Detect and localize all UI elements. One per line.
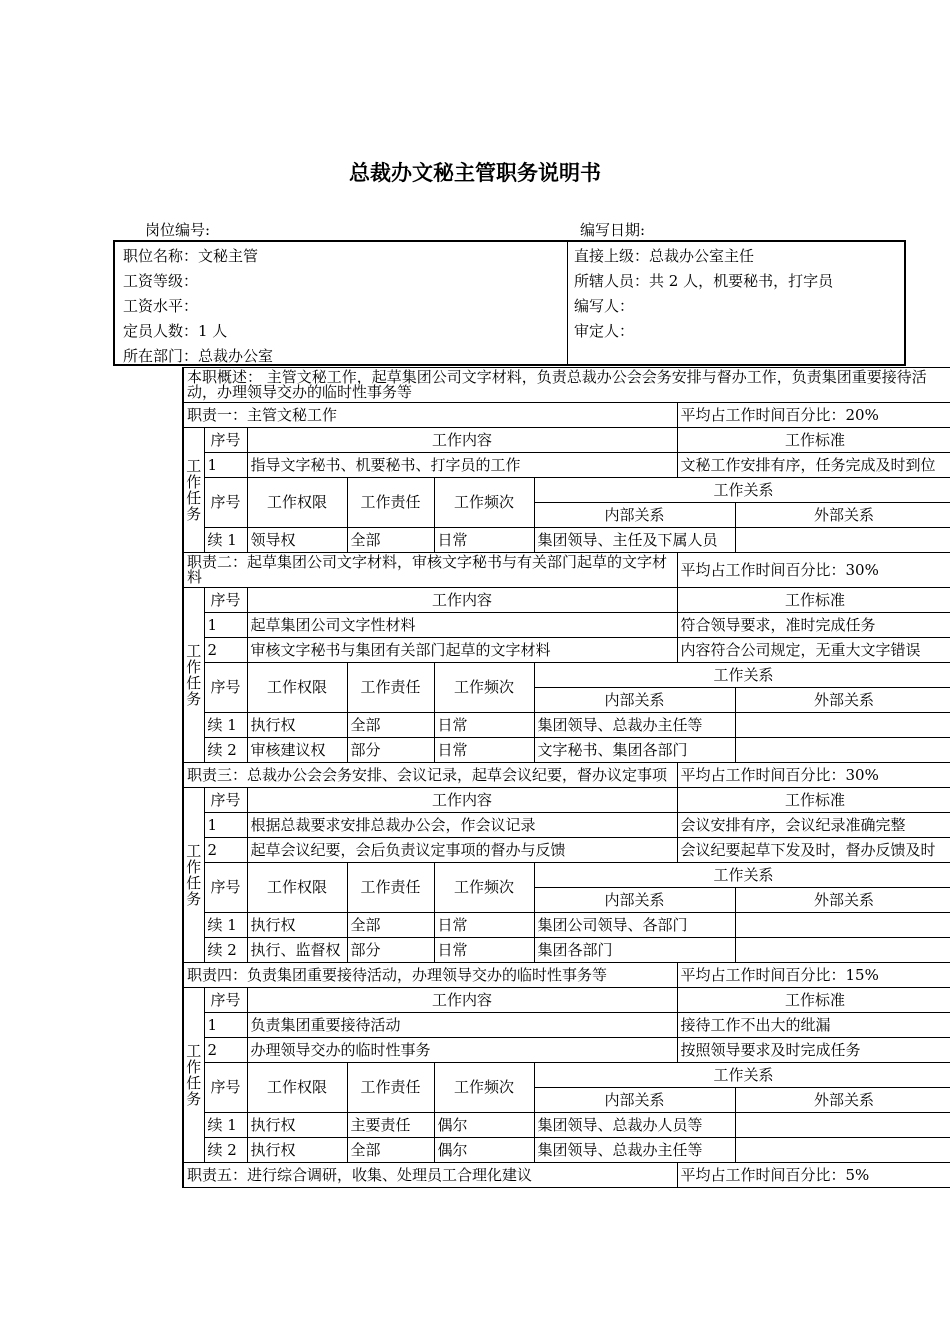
task-standard: 会议纪要起草下发及时，督办反馈及时 — [677, 838, 950, 863]
task-standard: 符合领导要求，准时完成任务 — [677, 613, 950, 638]
task-standard: 会议安排有序，会议纪录准确完整 — [677, 813, 950, 838]
rights-row — [183, 913, 950, 938]
rights-external — [735, 1138, 950, 1163]
rights-responsibility: 部分 — [347, 938, 434, 963]
info-department: 所在部门：总裁办公室 — [123, 347, 274, 365]
rights-frequency: 日常 — [434, 713, 534, 738]
rights-responsibility: 全部 — [347, 528, 434, 553]
seq-header: 序号 — [204, 788, 247, 813]
rights-external — [735, 913, 950, 938]
internal-relations-header: 内部关系 — [534, 503, 735, 528]
rights-seq: 续 2 — [204, 738, 247, 763]
rights-internal: 集团领导、总裁办主任等 — [534, 1138, 735, 1163]
compile-date-label: 编写日期: — [580, 221, 646, 239]
internal-relations-header: 内部关系 — [534, 888, 735, 913]
work-task-label: 工作任务 — [183, 428, 204, 553]
task-seq: 2 — [204, 838, 247, 863]
rights-frequency: 偶尔 — [434, 1113, 534, 1138]
responsibility-header: 工作责任 — [347, 1063, 434, 1113]
task-content: 起草会议纪要，会后负责议定事项的督办与反馈 — [247, 838, 677, 863]
task-seq: 2 — [204, 638, 247, 663]
info-salary-grade: 工资等级： — [123, 272, 199, 290]
duty-percent: 平均占工作时间百分比：15% — [677, 963, 950, 988]
duty-header-row — [183, 553, 950, 588]
info-subordinates: 所辖人员：共 2 人，机要秘书，打字员 — [574, 272, 834, 290]
frequency-header: 工作频次 — [434, 1063, 534, 1113]
authority-header: 工作权限 — [247, 663, 347, 713]
standard-header: 工作标准 — [677, 428, 950, 453]
seq-header: 序号 — [204, 863, 247, 913]
content-header: 工作内容 — [247, 428, 677, 453]
rights-external — [735, 528, 950, 553]
rights-header-row — [183, 863, 950, 888]
external-relations-header: 外部关系 — [735, 888, 950, 913]
task-row — [183, 453, 950, 478]
duty-title: 职责三：总裁办公会会务安排、会议记录，起草会议纪要，督办议定事项 — [183, 763, 677, 788]
post-number-label: 岗位编号: — [145, 221, 211, 239]
info-right-column — [574, 244, 833, 344]
info-compiler: 编写人： — [574, 297, 635, 315]
task-standard: 文秘工作安排有序，任务完成及时到位 — [677, 453, 950, 478]
rights-authority: 执行权 — [247, 713, 347, 738]
task-row — [183, 813, 950, 838]
duty-title: 职责一：主管文秘工作 — [183, 403, 677, 428]
task-row — [183, 1013, 950, 1038]
rights-authority: 执行、监督权 — [247, 938, 347, 963]
task-seq: 1 — [204, 813, 247, 838]
info-approver: 审定人： — [574, 322, 635, 340]
external-relations-header: 外部关系 — [735, 688, 950, 713]
standard-header: 工作标准 — [677, 588, 950, 613]
rights-internal: 集团领导、总裁办主任等 — [534, 713, 735, 738]
info-salary-level: 工资水平： — [123, 297, 199, 315]
info-headcount: 定员人数：1 人 — [123, 322, 228, 340]
rights-responsibility: 主要责任 — [347, 1113, 434, 1138]
rights-seq: 续 2 — [204, 938, 247, 963]
task-standard: 接待工作不出大的纰漏 — [677, 1013, 950, 1038]
rights-internal: 集团公司领导、各部门 — [534, 913, 735, 938]
seq-header: 序号 — [204, 588, 247, 613]
duty-percent: 平均占工作时间百分比：20% — [677, 403, 950, 428]
seq-header: 序号 — [204, 663, 247, 713]
duty-percent: 平均占工作时间百分比：30% — [677, 763, 950, 788]
external-relations-header: 外部关系 — [735, 1088, 950, 1113]
internal-relations-header: 内部关系 — [534, 1088, 735, 1113]
duties-table — [182, 367, 950, 1188]
task-row — [183, 613, 950, 638]
seq-header: 序号 — [204, 478, 247, 528]
task-content: 审核文字秘书与集团有关部门起草的文字材料 — [247, 638, 677, 663]
relations-header: 工作关系 — [534, 863, 950, 888]
external-relations-header: 外部关系 — [735, 503, 950, 528]
duty-percent: 平均占工作时间百分比：5% — [677, 1163, 950, 1188]
task-seq: 1 — [204, 1013, 247, 1038]
rights-frequency: 日常 — [434, 738, 534, 763]
task-header-row — [183, 588, 950, 613]
task-seq: 2 — [204, 1038, 247, 1063]
frequency-header: 工作频次 — [434, 863, 534, 913]
basic-info-box — [113, 240, 906, 366]
task-header-row — [183, 428, 950, 453]
rights-header-row — [183, 663, 950, 688]
responsibility-header: 工作责任 — [347, 663, 434, 713]
relations-header: 工作关系 — [534, 478, 950, 503]
rights-header-row — [183, 478, 950, 503]
task-content: 起草集团公司文字性材料 — [247, 613, 677, 638]
task-standard: 内容符合公司规定，无重大文字错误 — [677, 638, 950, 663]
task-header-row — [183, 988, 950, 1013]
task-standard: 按照领导要求及时完成任务 — [677, 1038, 950, 1063]
work-task-label: 工作任务 — [183, 588, 204, 763]
task-seq: 1 — [204, 613, 247, 638]
content-header: 工作内容 — [247, 988, 677, 1013]
rights-row — [183, 1138, 950, 1163]
rights-responsibility: 全部 — [347, 713, 434, 738]
task-seq: 1 — [204, 453, 247, 478]
rights-header-row — [183, 1063, 950, 1088]
duty-title: 职责四：负责集团重要接待活动，办理领导交办的临时性事务等 — [183, 963, 677, 988]
rights-seq: 续 1 — [204, 913, 247, 938]
rights-frequency: 偶尔 — [434, 1138, 534, 1163]
duty-title: 职责二：起草集团公司文字材料，审核文字秘书与有关部门起草的文字材料 — [183, 553, 677, 588]
seq-header: 序号 — [204, 428, 247, 453]
duty-header-row — [183, 403, 950, 428]
standard-header: 工作标准 — [677, 788, 950, 813]
relations-header: 工作关系 — [534, 663, 950, 688]
content-header: 工作内容 — [247, 788, 677, 813]
rights-row — [183, 738, 950, 763]
info-direct-superior: 直接上级：总裁办公室主任 — [574, 247, 755, 265]
duty-title: 职责五：进行综合调研，收集、处理员工合理化建议 — [183, 1163, 677, 1188]
info-left-column — [123, 244, 273, 369]
rights-row — [183, 938, 950, 963]
rights-external — [735, 713, 950, 738]
task-content: 办理领导交办的临时性事务 — [247, 1038, 677, 1063]
task-content: 负责集团重要接待活动 — [247, 1013, 677, 1038]
rights-responsibility: 全部 — [347, 913, 434, 938]
rights-external — [735, 938, 950, 963]
relations-header: 工作关系 — [534, 1063, 950, 1088]
rights-authority: 执行权 — [247, 1138, 347, 1163]
info-position-name: 职位名称：文秘主管 — [123, 247, 259, 265]
rights-seq: 续 1 — [204, 528, 247, 553]
rights-internal: 集团领导、主任及下属人员 — [534, 528, 735, 553]
rights-frequency: 日常 — [434, 528, 534, 553]
duty-header-row — [183, 1163, 950, 1188]
rights-seq: 续 2 — [204, 1138, 247, 1163]
rights-frequency: 日常 — [434, 913, 534, 938]
duty-percent: 平均占工作时间百分比：30% — [677, 553, 950, 588]
rights-seq: 续 1 — [204, 1113, 247, 1138]
task-row — [183, 1038, 950, 1063]
task-row — [183, 638, 950, 663]
authority-header: 工作权限 — [247, 478, 347, 528]
rights-external — [735, 1113, 950, 1138]
frequency-header: 工作频次 — [434, 478, 534, 528]
rights-internal: 集团各部门 — [534, 938, 735, 963]
work-task-label: 工作任务 — [183, 988, 204, 1163]
rights-row — [183, 528, 950, 553]
rights-row — [183, 1113, 950, 1138]
content-header: 工作内容 — [247, 588, 677, 613]
rights-row — [183, 713, 950, 738]
rights-authority: 执行权 — [247, 913, 347, 938]
rights-authority: 审核建议权 — [247, 738, 347, 763]
job-summary: 本职概述： 主管文秘工作，起草集团公司文字材料，负责总裁办公会会务安排与督办工作，负责集团重要接待活动，办理领导交办的临时性事务等 — [183, 368, 950, 403]
rights-authority: 领导权 — [247, 528, 347, 553]
task-row — [183, 838, 950, 863]
work-task-label: 工作任务 — [183, 788, 204, 963]
rights-external — [735, 738, 950, 763]
authority-header: 工作权限 — [247, 1063, 347, 1113]
document-title: 总裁办文秘主管职务说明书 — [349, 161, 601, 185]
rights-internal: 文字秘书、集团各部门 — [534, 738, 735, 763]
duty-header-row — [183, 763, 950, 788]
rights-authority: 执行权 — [247, 1113, 347, 1138]
seq-header: 序号 — [204, 988, 247, 1013]
rights-responsibility: 部分 — [347, 738, 434, 763]
responsibility-header: 工作责任 — [347, 863, 434, 913]
duty-header-row — [183, 963, 950, 988]
task-content: 根据总裁要求安排总裁办公会，作会议记录 — [247, 813, 677, 838]
rights-responsibility: 全部 — [347, 1138, 434, 1163]
authority-header: 工作权限 — [247, 863, 347, 913]
seq-header: 序号 — [204, 1063, 247, 1113]
responsibility-header: 工作责任 — [347, 478, 434, 528]
rights-seq: 续 1 — [204, 713, 247, 738]
standard-header: 工作标准 — [677, 988, 950, 1013]
rights-frequency: 日常 — [434, 938, 534, 963]
task-header-row — [183, 788, 950, 813]
rights-internal: 集团领导、总裁办人员等 — [534, 1113, 735, 1138]
task-content: 指导文字秘书、机要秘书、打字员的工作 — [247, 453, 677, 478]
frequency-header: 工作频次 — [434, 663, 534, 713]
internal-relations-header: 内部关系 — [534, 688, 735, 713]
